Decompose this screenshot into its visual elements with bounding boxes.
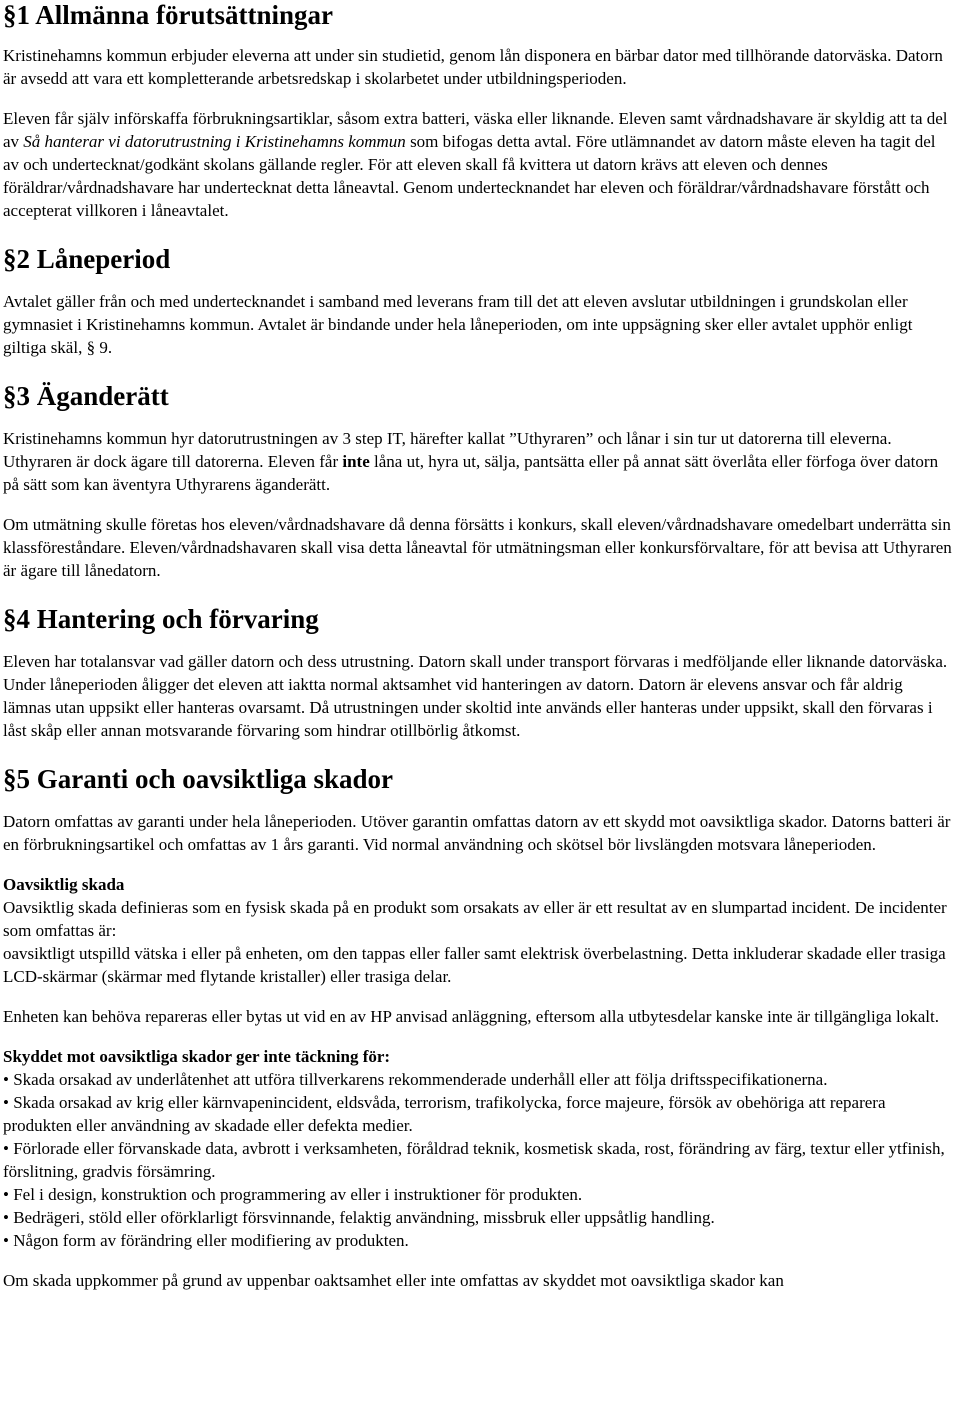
section-5-paragraph-3: oavsiktligt utspilld vätska i eller på enheten, om den tappas eller faller samt elektrisk överbelastning. Detta inkluderar skadade eller trasiga LCD-skärmar (skärmar med flytande kristaller) eller trasiga delar. (3, 944, 946, 986)
section-3-heading: §3 Äganderätt (3, 381, 169, 411)
exclusion-list-item: • Skada orsakad av underlåtenhet att utföra tillverkarens rekommenderade underhåll eller att följa driftsspecifikationerna. (3, 1070, 828, 1089)
section-5-paragraph-2: Oavsiktlig skada definieras som en fysisk skada på en produkt som orsakats av eller är ett resultat av en slumpartad incident. De incidenter som omfattas är: (3, 898, 947, 940)
exclusion-list-item: • Fel i design, konstruktion och programmering av eller i instruktioner för produkten. (3, 1185, 583, 1204)
section-3-paragraph-1-pre: Kristinehamns kommun hyr datorutrustningen av 3 step IT, härefter kallat ”Uthyraren” och lånar i sin tur ut datorerna till eleverna. Uthyraren är dock ägare till datorerna. Eleven får (3, 429, 892, 471)
section-2-heading: §2 Låneperiod (3, 244, 171, 274)
section-1-paragraph-2 (3, 107, 954, 222)
section-5-subheading-exclusions: Skyddet mot oavsiktliga skador ger inte täckning för: (3, 1047, 391, 1066)
section-3-paragraph-2: Om utmätning skulle företas hos eleven/vårdnadshavare då denna försätts i konkurs, skall eleven/vårdnadshavare omedelbart underrätta sin klassföreståndare. Eleven/vårdnadshavaren skall visa detta låneavtal för utmätningsman eller konkursförvaltare, för att bevisa att Uthyraren är ägare till lånedatorn. (3, 515, 952, 580)
exclusion-list-item: • Förlorade eller förvanskade data, avbrott i verksamheten, föråldrad teknik, kosmetisk skada, rost, förändring av färg, textur eller ytfinish, förslitning, gradvis försämring. (3, 1139, 945, 1181)
section-4-paragraph-1: Eleven har totalansvar vad gäller datorn och dess utrustning. Datorn skall under transport förvaras i medföljande eller liknande datorväska. Under låneperioden åligger det eleven att iaktta normal aktsamhet vid hanteringen av datorn. Datorn är elevens ansvar och får aldrig lämnas utan uppsikt eller hanteras ovarsamt. Då utrustningen under skoltid inte används eller hanteras under uppsikt, skall den förvaras i låst skåp eller annan motsvarande förvaring som hindrar otillbörlig åtkomst. (3, 652, 948, 740)
exclusion-list-item: • Bedrägeri, stöld eller oförklarligt försvinnande, felaktig användning, missbruk eller uppsåtlig handling. (3, 1208, 715, 1227)
section-1-document-title: Så hanterar vi datorutrustning i Kristinehamns kommun (23, 132, 406, 151)
section-5-subheading-accidental-damage: Oavsiktlig skada (3, 875, 125, 894)
section-4-heading: §4 Hantering och förvaring (3, 604, 319, 634)
section-1-paragraph-2b-pre: Eleven samt vårdnadshavare är skyldig att ta del av (3, 109, 948, 151)
section-3-paragraph-1 (3, 427, 954, 496)
section-1-heading: §1 Allmänna förutsättningar (3, 0, 334, 30)
section-1-paragraph-2-text: Eleven får själv införskaffa förbrukningsartiklar, såsom extra batteri, väska eller liknande. (3, 109, 615, 128)
section-5-paragraph-4: Enheten kan behöva repareras eller bytas ut vid en av HP anvisad anläggning, eftersom alla utbytesdelar kanske inte är tillgängliga lokalt. (3, 1007, 939, 1026)
section-2-paragraph-1: Avtalet gäller från och med undertecknandet i samband med leverans fram till det att eleven avslutar utbildningen i grundskolan eller gymnasiet i Kristinehamns kommun. Avtalet är bindande under hela låneperioden, om inte uppsägning sker eller avtalet upphör enligt giltiga skäl, § 9. (3, 292, 913, 357)
exclusion-list-item: • Någon form av förändring eller modifiering av produkten. (3, 1231, 409, 1250)
section-1-paragraph-2b-post: som bifogas detta avtal. Före utlämnandet av datorn måste eleven ha tagit del av och undertecknat/godkänt skolans gällande regler. För att eleven skall få kvittera ut datorn krävs att eleven och dennes föräldrar/vårdnadshavare har undertecknat detta låneavtal. Genom undertecknandet har eleven och föräldrar/vårdnadshavare förstått och accepterat villkoren i låneavtalet. (3, 132, 936, 220)
exclusion-list-item: • Skada orsakad av krig eller kärnvapenincident, eldsvåda, terrorism, trafikolycka, force majeure, försök av obehöriga att reparera produkten eller användning av skadade eller defekta medier. (3, 1093, 886, 1135)
section-5-heading: §5 Garanti och oavsiktliga skador (3, 764, 394, 794)
section-5-paragraph-5: Om skada uppkommer på grund av uppenbar oaktsamhet eller inte omfattas av skyddet mot oavsiktliga skador kan (3, 1271, 784, 1290)
section-1-paragraph-1: Kristinehamns kommun erbjuder eleverna att under sin studietid, genom lån disponera en bärbar dator med tillhörande datorväska. Datorn är avsedd att vara ett kompletterande arbetsredskap i skolarbetet under utbildningsperioden. (3, 46, 943, 88)
section-5-paragraph-1: Datorn omfattas av garanti under hela låneperioden. Utöver garantin omfattas datorn av ett skydd mot oavsiktliga skador. Datorns batteri är en förbrukningsartikel och omfattas av 1 års garanti. Vid normal användning och skötsel bör livslängden motsvara låneperioden. (3, 812, 951, 854)
section-3-emphasis: inte (342, 452, 370, 471)
section-3-paragraph-1-post: låna ut, hyra ut, sälja, pantsätta eller på annat sätt överlåta eller förfoga över datorn på sätt som kan äventyra Uthyrarens äganderätt. (3, 452, 939, 494)
